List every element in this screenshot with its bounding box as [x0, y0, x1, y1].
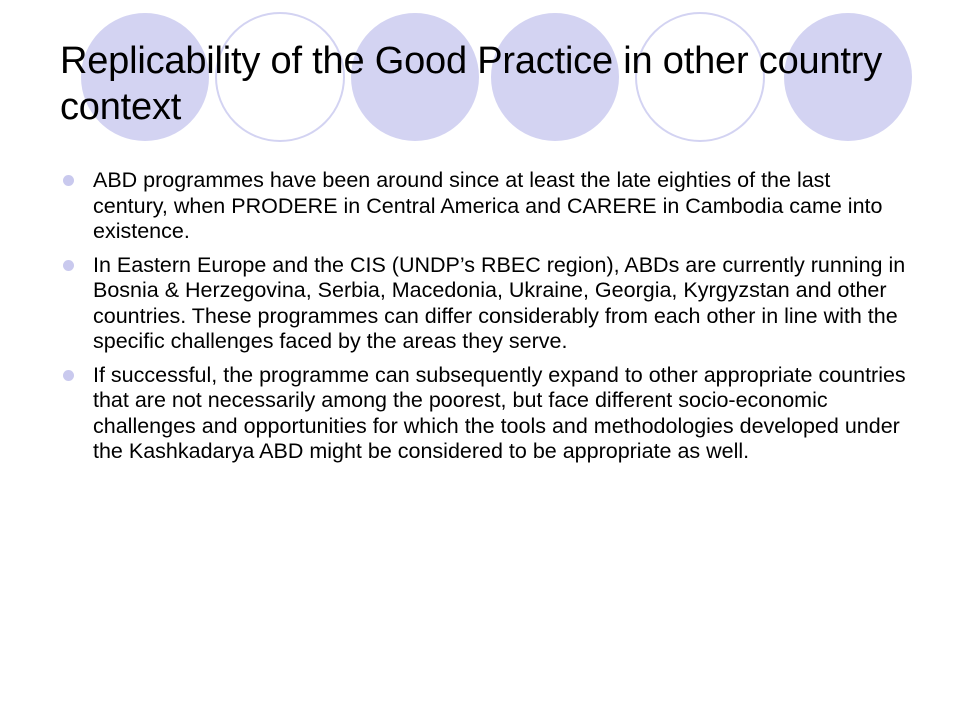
slide-title: Replicability of the Good Practice in other country context	[60, 40, 882, 128]
bullet-text: If successful, the programme can subsequently expand to other appropriate countries that are not necessarily among the poorest, but face different socio-economic challenges and opportunities for which the tools and methodologies developed under the Kashkadarya ABD might be considered to be appropriate as well.	[93, 362, 906, 463]
bullet-dot-icon	[63, 370, 74, 381]
bullet-item	[60, 168, 910, 245]
bullet-text: ABD programmes have been around since at least the late eighties of the last century, when PRODERE in Central America and CARERE in Cambodia came into existence.	[93, 168, 883, 243]
bullet-item	[60, 363, 910, 465]
bullet-list	[60, 168, 910, 473]
bullet-item	[60, 253, 910, 355]
bullet-dot-icon	[63, 260, 74, 271]
bullet-dot-icon	[63, 175, 74, 186]
bullet-text: In Eastern Europe and the CIS (UNDP’s RBEC region), ABDs are currently running in Bosnia & Herzegovina, Serbia, Macedonia, Ukraine, Georgia, Kyrgyzstan and other countries. These programmes can differ considerably from each other in line with the specific challenges faced by the areas they serve.	[93, 252, 906, 353]
